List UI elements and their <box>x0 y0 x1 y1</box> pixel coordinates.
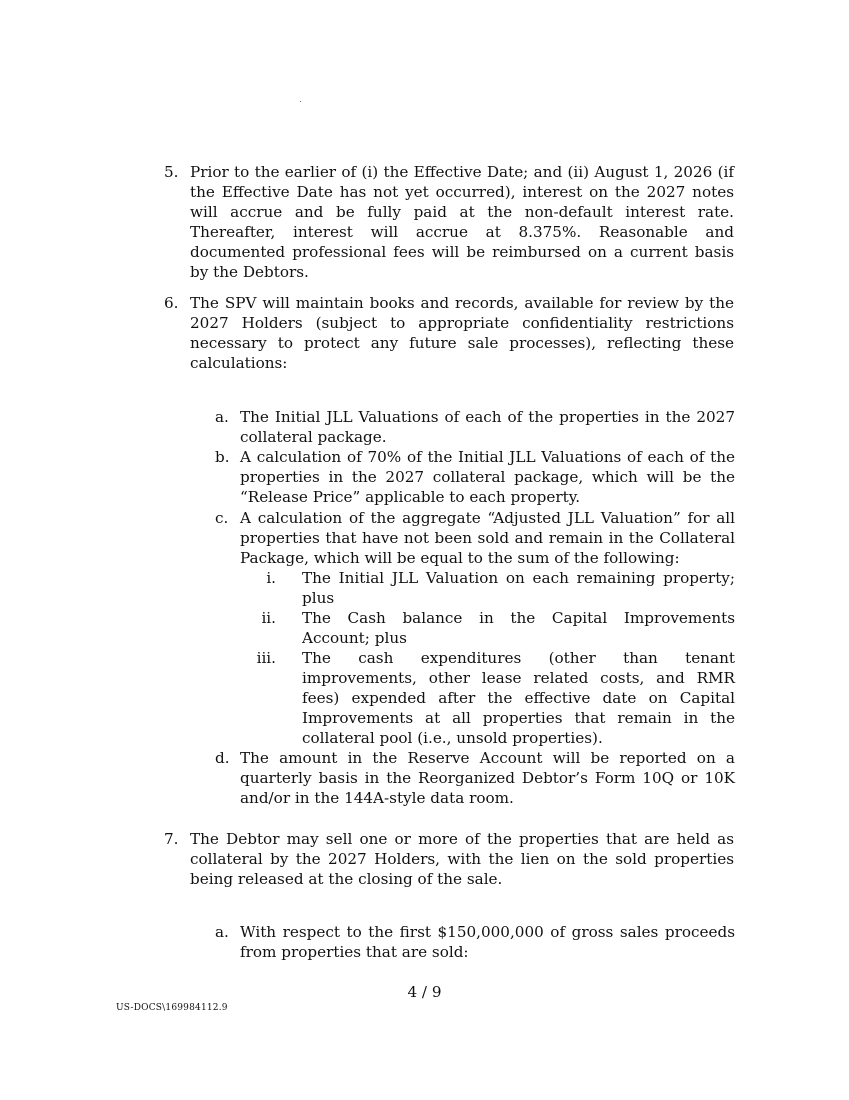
item-6b-number: b. <box>215 448 230 466</box>
scan-speck <box>300 101 301 102</box>
item-6-text: The SPV will maintain books and records, available for review by the 2027 Holders (subject to appropriate confidentiality restrictions necessary to protect any future sale processes), reflecting these calculations: <box>190 294 734 372</box>
item-7-text: The Debtor may sell one or more of the properties that are held as collateral by the 2027 Holders, with the lien on the sold properties being released at the closing of the sale. <box>190 830 734 888</box>
item-7-number: 7. <box>164 830 179 848</box>
item-5-text: Prior to the earlier of (i) the Effective Date; and (ii) August 1, 2026 (if the Effective Date has not yet occurred), interest on the 2027 notes will accrue and be fully paid at the non-default interest rate. Thereafter, interest will accrue at 8.375%. Reasonable and documented professional fees will be reimbursed on a current basis by the Debtors. <box>190 163 734 281</box>
item-6d-text: The amount in the Reserve Account will be reported on a quarterly basis in the Reorganized Debtor’s Form 10Q or 10K and/or in the 144A-style data room. <box>240 749 735 807</box>
item-6a-number: a. <box>215 408 229 426</box>
item-6c-text: A calculation of the aggregate “Adjusted JLL Valuation” for all properties that have not been sold and remain in the Collateral Package, which will be equal to the sum of the following: <box>240 509 735 567</box>
item-6c-i-text: The Initial JLL Valuation on each remaining property; plus <box>302 569 735 607</box>
item-6c-number: c. <box>215 509 229 527</box>
item-5-number: 5. <box>164 163 179 181</box>
item-6c-ii-text: The Cash balance in the Capital Improvements Account; plus <box>302 609 735 647</box>
item-6a-text: The Initial JLL Valuations of each of the properties in the 2027 collateral package. <box>240 408 735 446</box>
item-6c-iii-number: iii. <box>256 649 276 667</box>
item-6b-text: A calculation of 70% of the Initial JLL Valuations of each of the properties in the 2027 collateral package, which will be the “Release Price” applicable to each property. <box>240 448 735 506</box>
item-6c-ii-number: ii. <box>261 609 276 627</box>
item-6c-iii-text: The cash expenditures (other than tenant improvements, other lease related costs, and RMR fees) expended after the effective date on Capital Improvements at all properties that remain in the collateral pool (i.e., unsold properties). <box>302 649 735 747</box>
item-6c-i-number: i. <box>266 569 276 587</box>
document-id: US-DOCS\169984112.9 <box>116 1003 228 1013</box>
item-6d-number: d. <box>215 749 230 767</box>
item-7a-number: a. <box>215 923 229 941</box>
page-number: 4 / 9 <box>407 983 442 1001</box>
item-7a-text: With respect to the first $150,000,000 of gross sales proceeds from properties that are sold: <box>240 923 735 961</box>
item-6-number: 6. <box>164 294 179 312</box>
